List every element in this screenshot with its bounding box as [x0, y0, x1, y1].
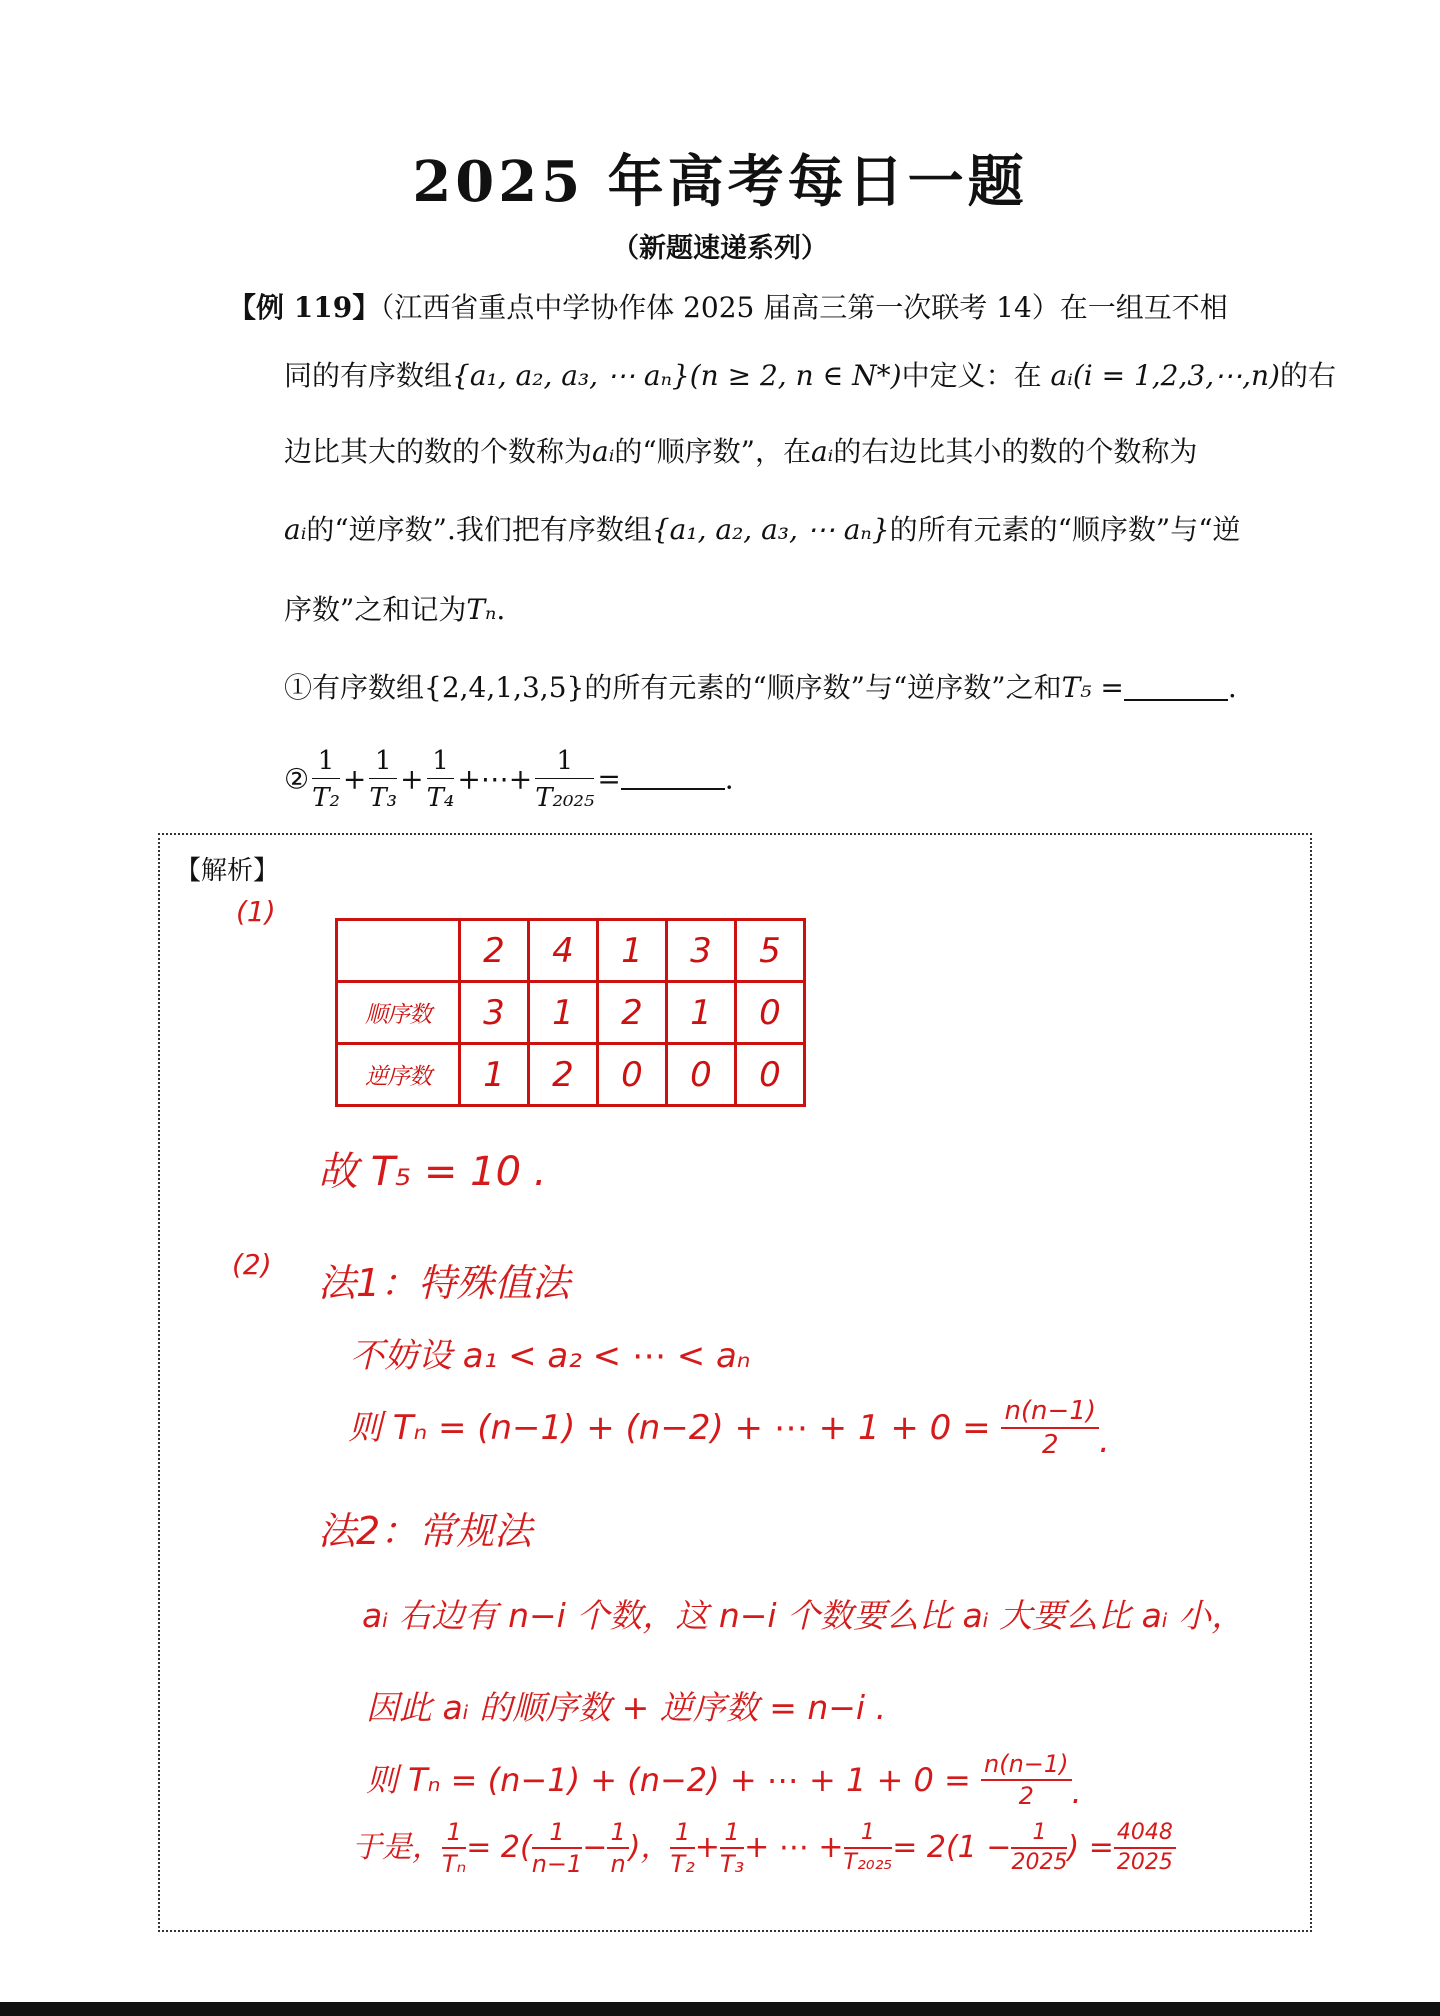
table-header-cell: 5	[736, 920, 805, 982]
fraction-num: n(n−1)	[1001, 1398, 1099, 1429]
problem-text: 中定义：在	[901, 359, 1042, 392]
formula-text: 于是，	[352, 1830, 442, 1865]
question-2	[284, 748, 734, 811]
formula-text: 则 Tₙ = (n−1) + (n−2) + ⋯ + 1 + 0 =	[348, 1408, 991, 1448]
table-cell: 1	[529, 982, 598, 1044]
math-ai: aᵢ	[284, 513, 307, 546]
math-tn: Tₙ	[466, 593, 497, 626]
formula-text: = 2(1 −	[892, 1830, 1012, 1865]
fraction-num: 1	[369, 748, 397, 779]
fraction-4048-over-2025	[1114, 1822, 1176, 1874]
problem-line-3	[284, 432, 1197, 472]
problem-line-1	[228, 288, 1228, 328]
minus-sign: −	[582, 1830, 608, 1865]
fraction-den: T₃	[719, 1850, 745, 1878]
ellipsis-sum: +⋯+	[457, 762, 533, 796]
answer-blank-1[interactable]	[1124, 673, 1228, 701]
fraction-num: 4048	[1114, 1822, 1176, 1849]
part-1-label: (1)	[236, 895, 276, 928]
table-cell: 2	[598, 982, 667, 1044]
math-t5: T₅ =	[1061, 671, 1124, 704]
fraction-n-n-1-over-2	[1001, 1398, 1099, 1458]
math-set: {a₁, a₂, a₃, ⋯ aₙ}	[651, 513, 890, 546]
fraction-1-over-t3	[720, 1820, 744, 1876]
fraction-1-over-t2	[312, 748, 340, 811]
table-cell: 2	[529, 1044, 598, 1106]
problem-text: 的右边比其小的数的个数称为	[833, 435, 1198, 468]
row-label-reverse: 逆序数	[337, 1044, 460, 1106]
fraction-den: n−1	[531, 1850, 583, 1878]
problem-text: 边比其大的数的个数称为	[284, 435, 593, 468]
problem-text: 同的有序数组	[284, 359, 453, 392]
problem-text: 在一组互不相	[1059, 291, 1228, 324]
problem-source: （江西省重点中学协作体 2025 届高三第一次联考 14）	[380, 291, 1060, 324]
fraction-den: 2	[1018, 1782, 1034, 1810]
problem-text: 的“逆序数”.我们把有序数组	[306, 513, 652, 546]
fraction-den: T₃	[369, 783, 398, 813]
example-label: 【例 119】	[228, 291, 381, 324]
method-2-line-1: aᵢ 右边有 n−i 个数，这 n−i 个数要么比 aᵢ 大要么比 aᵢ 小，	[362, 1596, 1245, 1635]
fraction-den: T₄	[426, 783, 455, 813]
conclusion-part-1: 故 T₅ = 10 .	[318, 1149, 547, 1195]
problem-line-5	[284, 590, 505, 630]
fraction-1-over-n	[607, 1820, 628, 1876]
period: .	[1227, 671, 1237, 704]
fraction-den: T₂₀₂₅	[843, 1850, 893, 1875]
table-row	[337, 1044, 805, 1106]
math-range: (i = 1,2,3,⋯,n)	[1072, 359, 1280, 392]
period: .	[1099, 1421, 1110, 1461]
table-cell: 0	[667, 1044, 736, 1106]
table-cell: 1	[667, 982, 736, 1044]
table-corner-cell	[337, 920, 460, 982]
part-2-label: (2)	[232, 1248, 272, 1281]
page-bottom-edge	[0, 2002, 1440, 2016]
fraction-num: n(n−1)	[981, 1752, 1072, 1781]
problem-text: 的“顺序数”，在	[614, 435, 811, 468]
method-1-line-1: 不妨设 a₁ < a₂ < ⋯ < aₙ	[350, 1336, 751, 1376]
table-cell: 0	[598, 1044, 667, 1106]
method-2-title: 法2：常规法	[318, 1509, 533, 1553]
question-1	[284, 668, 1237, 708]
fraction-den: T₂	[312, 783, 340, 813]
equals-sign: =	[597, 762, 621, 796]
table-cell: 0	[736, 1044, 805, 1106]
page-subtitle: （新题速递系列）	[612, 233, 828, 264]
page-title: 2025 年高考每日一题	[412, 149, 1028, 215]
table-header-cell: 3	[667, 920, 736, 982]
problem-text: 的右	[1279, 359, 1336, 392]
fraction-num: 1	[1011, 1822, 1067, 1849]
fraction-den: T₂	[670, 1850, 695, 1878]
fraction-den: 2025	[1116, 1850, 1173, 1875]
math-condition: (n ≥ 2, n ∈ N*)	[689, 359, 902, 392]
plus-sign: +	[400, 762, 424, 796]
table-header-cell: 2	[460, 920, 529, 982]
formula-text: )，	[628, 1830, 671, 1865]
question-text: ①有序数组	[284, 671, 425, 704]
fraction-1-over-t2025	[535, 748, 594, 811]
method-1-title: 法1：特殊值法	[318, 1261, 571, 1305]
table-row	[337, 982, 805, 1044]
fraction-num: 1	[607, 1820, 628, 1849]
formula-text: 则 Tₙ = (n−1) + (n−2) + ⋯ + 1 + 0 =	[366, 1761, 971, 1799]
problem-line-2	[284, 356, 1336, 396]
fraction-num: 1	[670, 1820, 694, 1849]
analysis-label: 【解析】	[175, 856, 280, 886]
formula-text: = 2(	[466, 1830, 532, 1865]
math-set: {a₁, a₂, a₃, ⋯ aₙ}	[452, 359, 690, 392]
order-table	[335, 918, 806, 1107]
answer-blank-2[interactable]	[621, 770, 725, 790]
table-row	[337, 920, 805, 982]
fraction-1-over-n-1	[532, 1820, 583, 1876]
method-1-line-2	[348, 1396, 1110, 1461]
formula-text: ) =	[1067, 1830, 1114, 1865]
question-mark: ②	[284, 762, 310, 796]
row-label-order: 顺序数	[337, 982, 460, 1044]
table-cell: 1	[460, 1044, 529, 1106]
fraction-den: n	[610, 1850, 626, 1878]
fraction-num: 1	[535, 748, 594, 779]
table-header-cell: 1	[598, 920, 667, 982]
question-text: 的所有元素的“顺序数”与“逆序数”之和	[584, 671, 1062, 704]
fraction-num: 1	[442, 1820, 466, 1849]
fraction-1-over-tn	[442, 1820, 466, 1876]
period: .	[1071, 1773, 1082, 1811]
table-header-cell: 4	[529, 920, 598, 982]
method-2-final-line	[352, 1820, 1176, 1876]
method-2-line-3	[366, 1750, 1082, 1811]
fraction-1-over-t3	[369, 748, 397, 811]
math-set: {2,4,1,3,5}	[424, 671, 585, 704]
formula-text: + ⋯ +	[744, 1830, 844, 1865]
problem-line-4	[284, 510, 1241, 550]
math-ai: aᵢ	[810, 435, 834, 468]
problem-text: 的所有元素的“顺序数”与“逆	[889, 513, 1241, 546]
fraction-den: T₂₀₂₅	[535, 783, 595, 813]
fraction-num: 1	[532, 1820, 583, 1849]
fraction-num: 1	[427, 748, 455, 779]
fraction-1-over-t2	[670, 1820, 694, 1876]
math-ai: aᵢ	[1050, 359, 1073, 392]
fraction-num: 1	[720, 1820, 744, 1849]
fraction-num: 1	[844, 1822, 893, 1849]
table-cell: 0	[736, 982, 805, 1044]
plus-sign: +	[342, 762, 367, 796]
fraction-1-over-2025	[1011, 1822, 1067, 1874]
problem-text: .	[496, 593, 506, 626]
fraction-1-over-t4	[427, 748, 455, 811]
fraction-den: 2025	[1011, 1850, 1068, 1875]
fraction-n-n-1-over-2	[981, 1752, 1072, 1808]
fraction-1-over-t2025	[844, 1822, 893, 1874]
plus-sign: +	[694, 1830, 720, 1865]
fraction-num: 1	[312, 748, 340, 779]
method-2-line-2: 因此 aᵢ 的顺序数 + 逆序数 = n−i .	[366, 1688, 887, 1727]
fraction-den: 2	[1041, 1430, 1059, 1460]
period: .	[724, 762, 734, 796]
problem-text: 序数”之和记为	[284, 593, 467, 626]
table-cell: 3	[460, 982, 529, 1044]
fraction-den: Tₙ	[442, 1850, 467, 1878]
math-ai: aᵢ	[592, 435, 615, 468]
